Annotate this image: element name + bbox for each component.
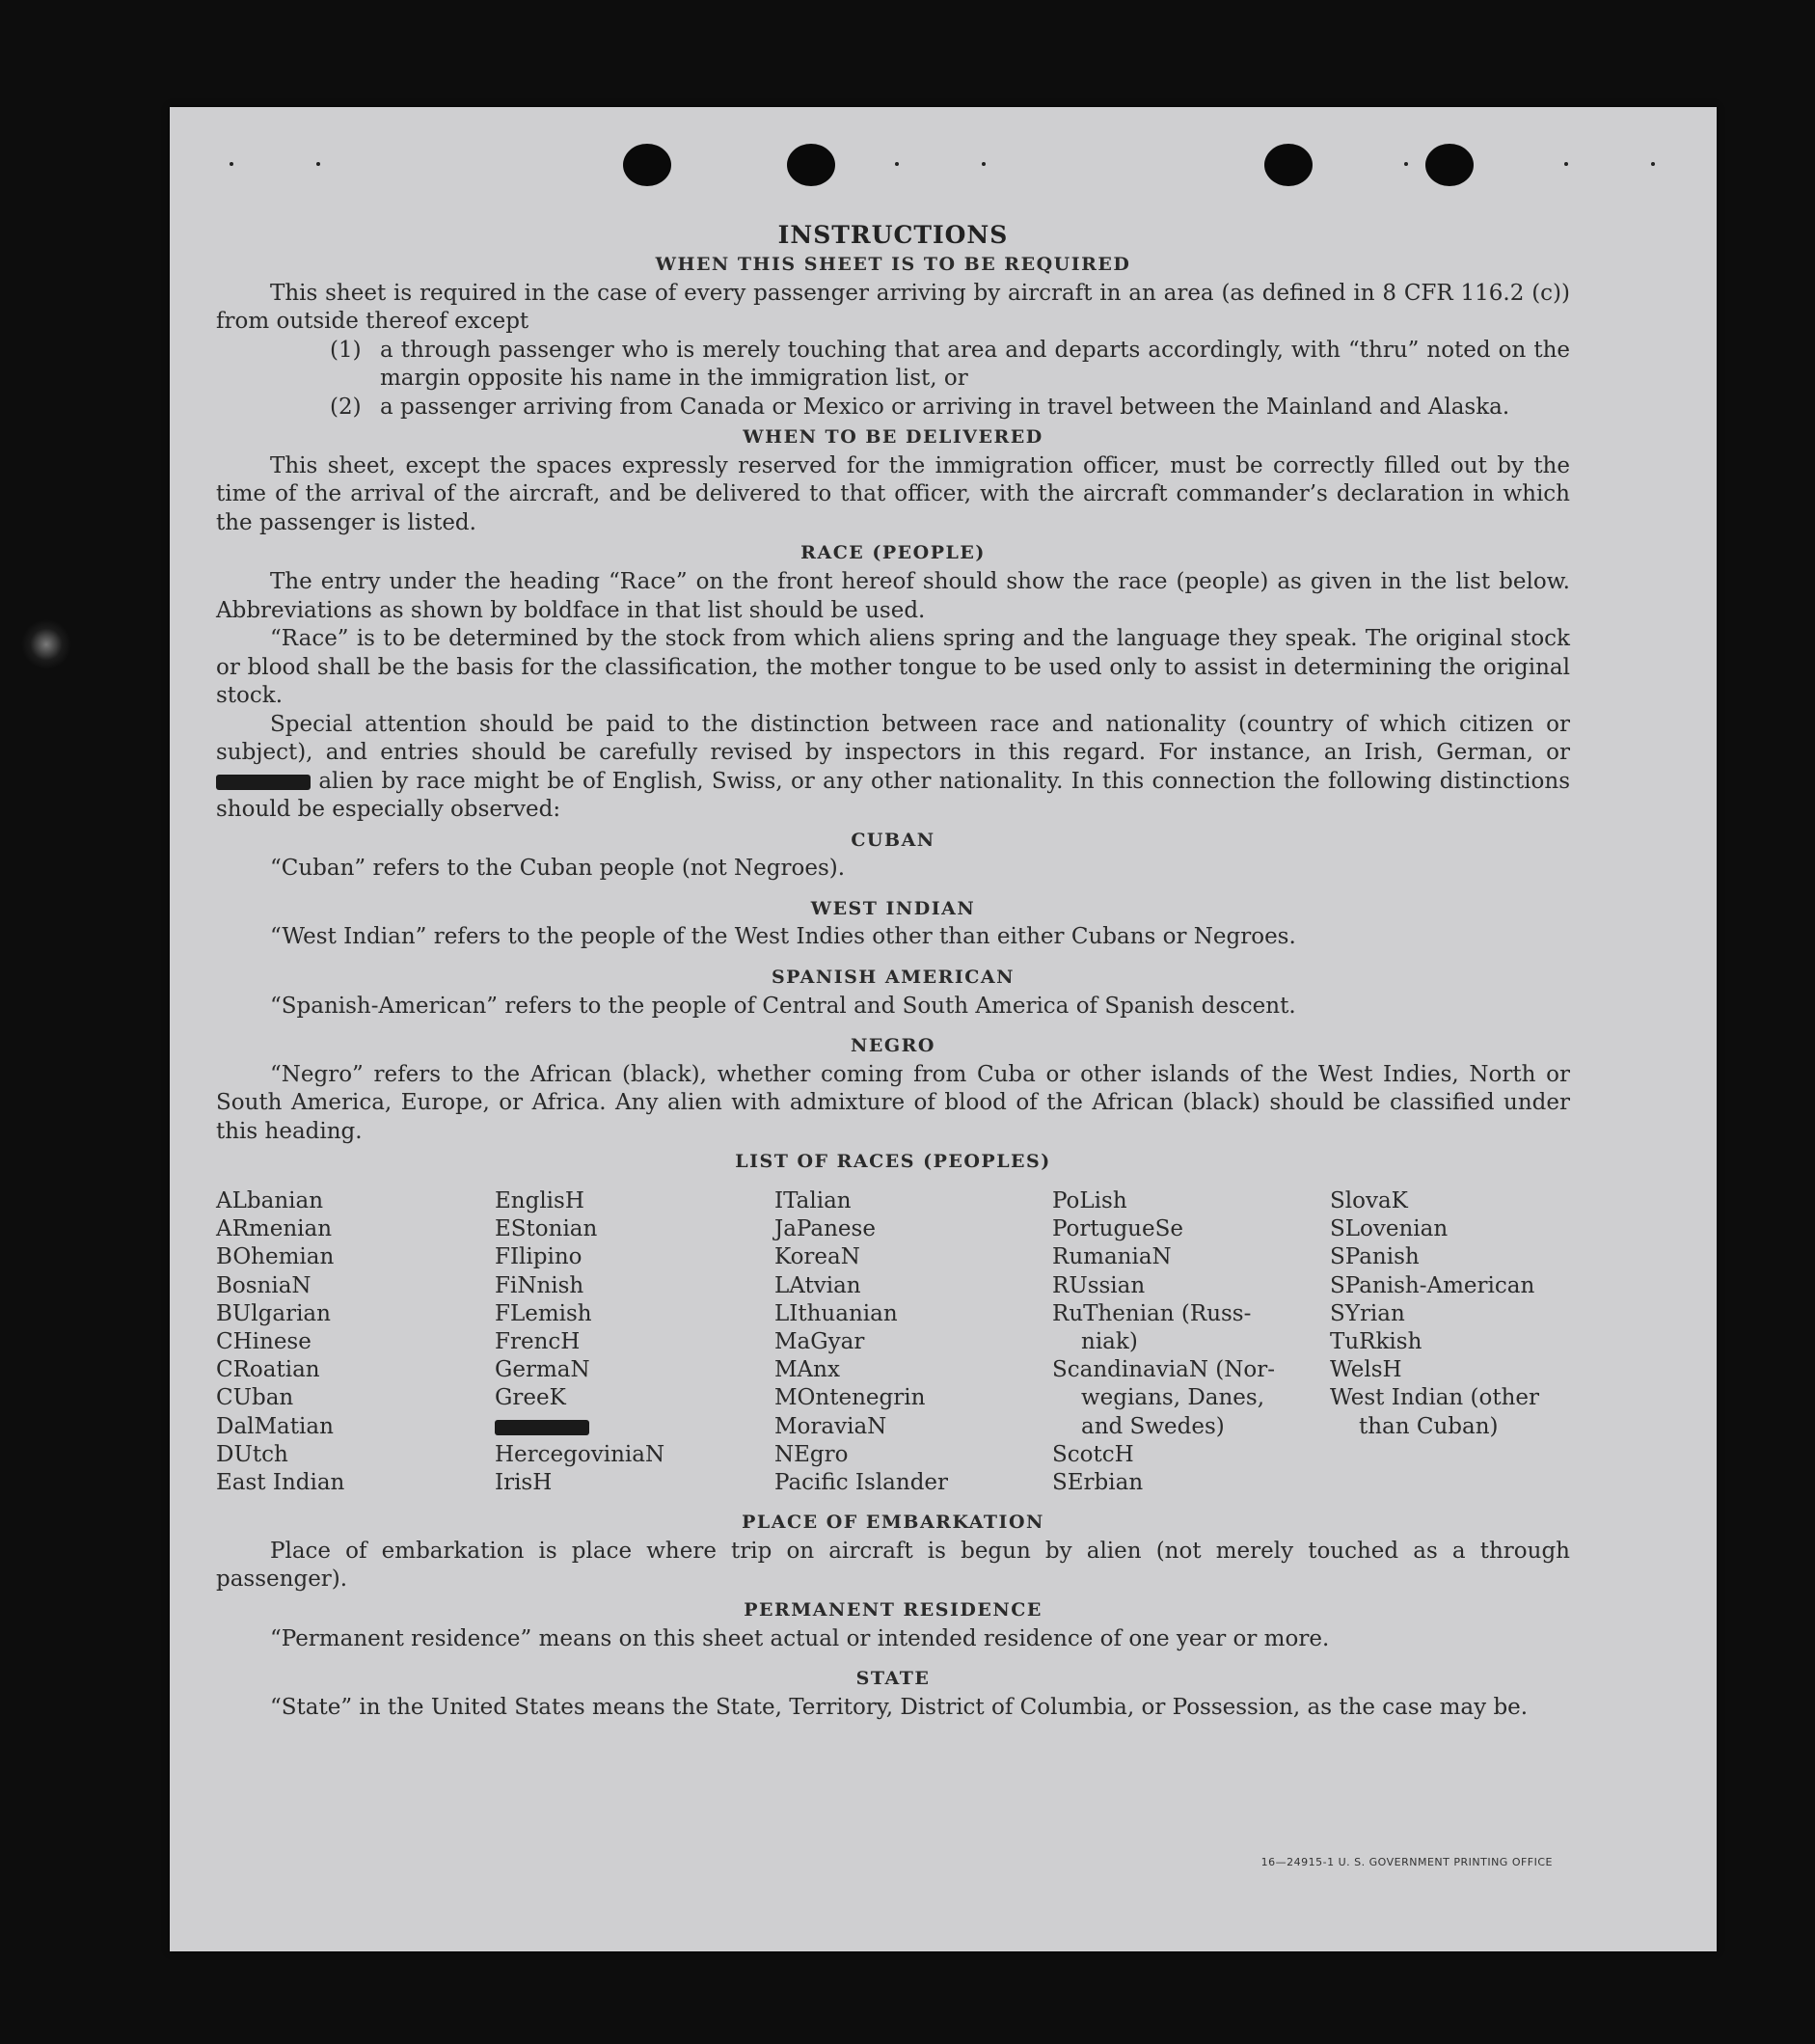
punch-hole — [623, 144, 671, 186]
item-text: a through passenger who is merely touching that area and departs accordingly, with “thru” noted on the margin opposite his name in the immigration list, or — [380, 337, 1570, 392]
race-item: DalMatian — [216, 1413, 334, 1439]
paragraph: “Permanent residence” means on this sheet actual or intended residence of one year or more. — [270, 1625, 1330, 1651]
race-item: PoLish — [1052, 1188, 1127, 1213]
race-item: and Swedes) — [1081, 1413, 1225, 1439]
page-title: INSTRUCTIONS — [777, 221, 1009, 249]
item-number: (1) — [330, 337, 362, 363]
race-item: RuThenian (Russ- — [1052, 1300, 1252, 1326]
race-item: East Indian — [216, 1470, 345, 1496]
race-item: PortugueSe — [1052, 1216, 1183, 1242]
race-item: Pacific Islander — [774, 1470, 949, 1496]
paragraph: “Negro” refers to the African (black), whether coming from Cuba or other islands of the West Indies, North or South America, Europe, or Africa. Any alien with admixture of blood of the African (black) should be classified under this heading. — [216, 1061, 1570, 1144]
race-item: ALbanian — [216, 1188, 324, 1213]
punch-dot — [895, 162, 899, 166]
race-item: West Indian (other — [1330, 1385, 1540, 1411]
section-heading: PLACE OF EMBARKATION — [742, 1512, 1044, 1534]
item-number: (2) — [330, 394, 362, 420]
section-heading: CUBAN — [851, 829, 935, 851]
section-heading: STATE — [855, 1668, 931, 1690]
race-item: BOhemian — [216, 1244, 335, 1270]
race-item: than Cuban) — [1359, 1413, 1499, 1439]
list-item — [216, 394, 1570, 422]
race-column — [216, 1187, 495, 1497]
list-item — [216, 337, 1570, 394]
race-list — [216, 1187, 1570, 1497]
race-item: GermaN — [495, 1357, 590, 1383]
race-item: CUban — [216, 1385, 294, 1411]
race-column — [774, 1187, 1052, 1497]
punch-dot — [230, 162, 233, 166]
punch-hole — [787, 144, 835, 186]
race-item: SPanish — [1330, 1244, 1420, 1270]
race-item: KoreaN — [774, 1244, 860, 1270]
race-item: LIthuanian — [774, 1300, 898, 1326]
race-item: SYrian — [1330, 1300, 1405, 1326]
race-item: RumaniaN — [1052, 1244, 1172, 1270]
race-item: ScotcH — [1052, 1441, 1134, 1467]
redaction-mark — [216, 775, 311, 790]
paragraph: “State” in the United States means the State, Territory, District of Columbia, or Possession, as the case may be. — [270, 1694, 1529, 1720]
paragraph: Place of embarkation is place where trip on aircraft is begun by alien (not merely touched as a through passenger). — [216, 1538, 1570, 1593]
paragraph: This sheet is required in the case of every passenger arriving by aircraft in an area (as defined in 8 CFR 116.2 (c)) from outside thereof except — [216, 280, 1570, 335]
race-item: FiNnish — [495, 1272, 584, 1298]
race-item: SPanish-American — [1330, 1272, 1535, 1298]
race-item: NEgro — [774, 1441, 849, 1467]
item-text: a passenger arriving from Canada or Mexico or arriving in travel between the Mainland and Alaska. — [380, 394, 1510, 420]
redaction-mark — [495, 1420, 589, 1435]
punch-hole — [1425, 144, 1474, 186]
instructions-body — [216, 223, 1570, 1722]
paragraph — [216, 711, 1570, 825]
punch-dot — [1651, 162, 1655, 166]
race-item: ITalian — [774, 1188, 852, 1213]
paragraph: “Cuban” refers to the Cuban people (not Negroes). — [270, 856, 846, 882]
race-item: SLovenian — [1330, 1216, 1449, 1242]
paragraph: This sheet, except the spaces expressly reserved for the immigration officer, must be correctly filled out by the time of the arrival of the aircraft, and be delivered to that officer, with the aircraft commander’s declaration in which the passenger is listed. — [216, 452, 1570, 535]
race-item: WelsH — [1330, 1357, 1402, 1383]
race-column — [1052, 1187, 1330, 1497]
section-heading: NEGRO — [851, 1035, 935, 1057]
paragraph-part: alien by race might be of English, Swiss, or any other nationality. In this connection the following distinctions should be especially observed: — [216, 768, 1570, 823]
race-item: ScandinaviaN (Nor- — [1052, 1357, 1275, 1383]
paragraph: “Race” is to be determined by the stock from which aliens spring and the language they speak. The original stock or blood shall be the basis for the classification, the mother tongue to be used only to assist in determining the original stock. — [216, 626, 1570, 709]
race-item: MoraviaN — [774, 1413, 887, 1439]
punch-hole — [1264, 144, 1313, 186]
race-item: HercegoviniaN — [495, 1441, 665, 1467]
instruction-sheet — [170, 107, 1717, 1951]
paragraph-part: Special attention should be paid to the distinction between race and nationality (country of which citizen or subject), and entries should be carefully revised by inspectors in this regard. For instance, an Irish, German, or — [216, 711, 1570, 766]
race-column — [1330, 1187, 1570, 1497]
race-item: SlovaK — [1330, 1188, 1408, 1213]
race-item-redacted — [495, 1413, 774, 1441]
race-item: MAnx — [774, 1357, 840, 1383]
race-item: EStonian — [495, 1216, 598, 1242]
section-heading: PERMANENT RESIDENCE — [744, 1598, 1043, 1621]
section-heading: LIST OF RACES (PEOPLES) — [735, 1151, 1051, 1173]
race-item: IrisH — [495, 1470, 553, 1496]
race-item: FLemish — [495, 1300, 592, 1326]
race-item: niak) — [1081, 1329, 1138, 1355]
punch-dot — [1404, 162, 1408, 166]
race-item: ARmenian — [216, 1216, 333, 1242]
punch-dot — [982, 162, 986, 166]
race-item: LAtvian — [774, 1272, 861, 1298]
section-heading: WHEN TO BE DELIVERED — [743, 426, 1043, 449]
race-item: wegians, Danes, — [1081, 1385, 1265, 1411]
race-item: MaGyar — [774, 1329, 865, 1355]
paragraph: “West Indian” refers to the people of the West Indies other than either Cubans or Negroes. — [270, 924, 1296, 950]
punch-dot — [1564, 162, 1568, 166]
section-heading: RACE (PEOPLE) — [800, 542, 986, 564]
race-item: DUtch — [216, 1441, 288, 1467]
race-item: GreeK — [495, 1385, 566, 1411]
race-item: BosniaN — [216, 1272, 312, 1298]
race-item: JaPanese — [774, 1216, 876, 1242]
race-column — [495, 1187, 774, 1497]
paragraph: “Spanish-American” refers to the people of Central and South America of Spanish descent. — [270, 993, 1296, 1019]
race-item: FrencH — [495, 1329, 581, 1355]
printer-imprint: 16—24915-1 U. S. GOVERNMENT PRINTING OFFICE — [1260, 1856, 1553, 1868]
scan-light-artifact — [21, 619, 71, 669]
punch-dot — [316, 162, 320, 166]
race-item: BUlgarian — [216, 1300, 331, 1326]
race-item: RUssian — [1052, 1272, 1146, 1298]
section-heading: WHEN THIS SHEET IS TO BE REQUIRED — [655, 254, 1131, 275]
race-item: CHinese — [216, 1329, 312, 1355]
section-heading: SPANISH AMERICAN — [771, 966, 1016, 988]
section-heading: WEST INDIAN — [810, 897, 976, 919]
race-item: SErbian — [1052, 1470, 1144, 1496]
paragraph: The entry under the heading “Race” on the front hereof should show the race (people) as given in the list below. Abbreviations as shown by boldface in that list should be used. — [216, 569, 1570, 623]
race-item: TuRkish — [1330, 1329, 1422, 1355]
race-item: CRoatian — [216, 1357, 320, 1383]
race-item: EnglisH — [495, 1188, 584, 1213]
race-item: MOntenegrin — [774, 1385, 926, 1411]
race-item: FIlipino — [495, 1244, 582, 1270]
